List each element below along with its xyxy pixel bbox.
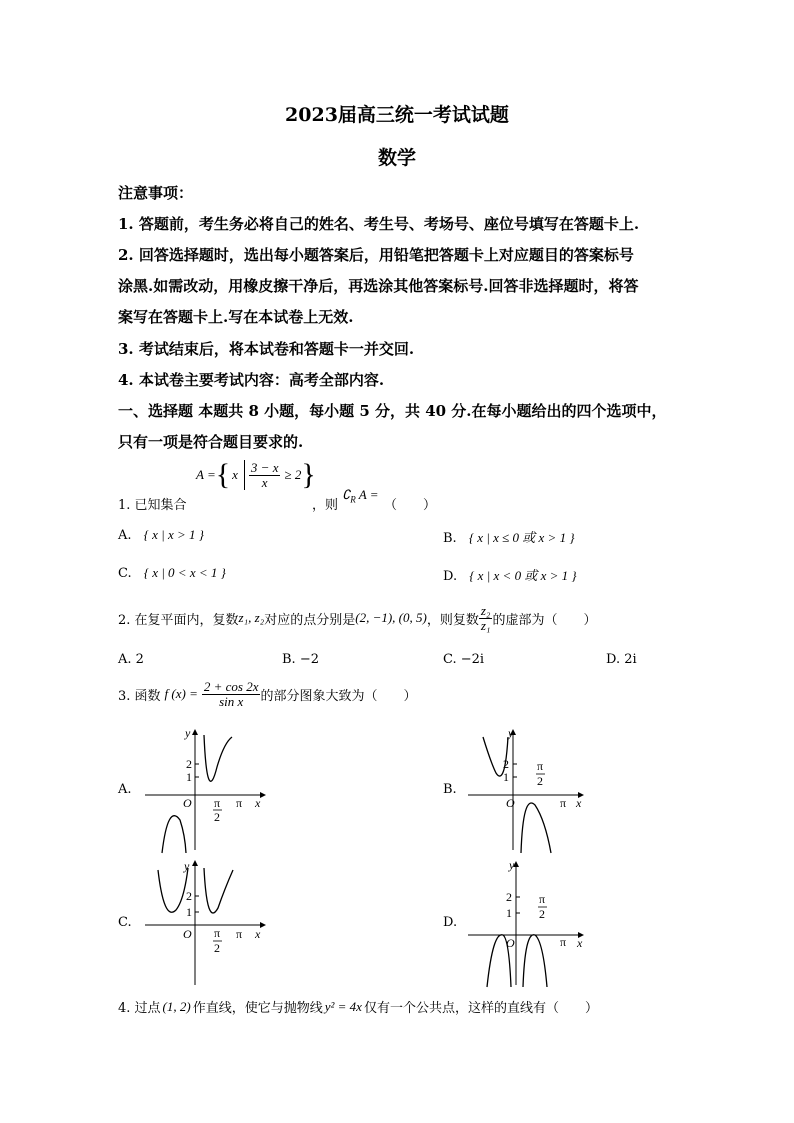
notice-heading: 注意事项：	[118, 184, 194, 202]
tick-pi: π	[236, 927, 243, 941]
q2-num: z₂	[480, 603, 491, 618]
set-bar	[244, 460, 245, 490]
option-a-text: { x | x > 1 }	[143, 527, 204, 542]
tick-pi: π	[560, 935, 567, 949]
x-label: x	[577, 936, 583, 950]
option-d-label: D.	[443, 569, 458, 584]
tick-2: 2	[506, 890, 512, 904]
tick-pi-half-num: π	[214, 796, 221, 810]
tick-2: 2	[186, 889, 192, 903]
q3-den: sin x	[219, 693, 244, 709]
y-label: y	[184, 860, 190, 873]
q1-den: x	[261, 474, 268, 490]
graph-label-c: C.	[118, 915, 132, 930]
origin-label: O	[183, 796, 192, 810]
tick-pi-half-den: 2	[214, 941, 220, 955]
tick-pi-half-den: 2	[539, 907, 545, 921]
option-a-label: A.	[118, 528, 132, 543]
q2-vars: z₁, z₂	[238, 610, 265, 626]
q3-suffix: 的部分图象大致为（ ）	[260, 688, 417, 704]
q1-option-d	[443, 565, 577, 584]
q2-option-c: C. −2i	[443, 652, 485, 667]
tick-pi-half-den: 2	[537, 774, 543, 788]
y-label: y	[509, 858, 515, 872]
q1-cond: ≥ 2	[284, 467, 302, 482]
complement-sub: R	[350, 494, 356, 505]
q4-suffix: 仅有一个公共点，这样的直线有（ ）	[363, 1001, 598, 1016]
q2-stem	[118, 604, 596, 632]
origin-label: O	[506, 936, 515, 950]
q1-option-c	[118, 565, 226, 581]
graph-label-a: A.	[118, 782, 132, 797]
q2-suffix: 的虚部为（ ）	[492, 612, 597, 628]
q4-prefix: 4. 过点	[118, 1001, 161, 1016]
q1-set: A = { x $\frac{3 - x}{x}$ ≥ 2 }	[196, 458, 316, 491]
tick-2: 2	[186, 757, 192, 771]
q1-prefix: 1. 已知集合	[118, 498, 187, 513]
x-axis-arrow	[260, 792, 266, 798]
y-label: y	[185, 726, 191, 740]
q4-curve: y² = 4x	[324, 998, 362, 1014]
option-c-label: C.	[118, 566, 132, 581]
q1-num: 3 − x	[250, 459, 279, 475]
x-label: x	[576, 796, 582, 810]
q1-option-a	[118, 527, 204, 543]
graph-label-b: B.	[443, 782, 457, 797]
notice-item: 4. 本试卷主要考试内容：高考全部内容.	[118, 371, 385, 389]
origin-label: O	[183, 927, 192, 941]
q1-suffix: ，则	[312, 498, 339, 513]
q3-stem	[118, 680, 417, 708]
left-brace: {	[215, 458, 231, 491]
curve-right	[204, 868, 233, 913]
y-axis-arrow	[192, 729, 198, 735]
subject-title: 数学	[377, 147, 416, 169]
tick-pi-half-num: π	[537, 759, 544, 773]
tick-pi-half-num: π	[539, 892, 546, 906]
q2-option-b: B. −2	[282, 652, 319, 667]
tick-1: 1	[506, 906, 512, 920]
q1-eq: A =	[358, 487, 379, 502]
option-b-label: B.	[443, 531, 457, 546]
q1-option-b	[443, 527, 575, 546]
q1-set-lhs: A =	[196, 467, 216, 482]
section-heading-cont: 只有一项是符合题目要求的.	[118, 433, 304, 451]
graph-a	[140, 725, 270, 855]
exam-title: 2023届高三统一考试试题	[285, 104, 509, 126]
tick-1: 1	[503, 770, 509, 784]
notice-item: 1. 答题前，考生务必将自己的姓名、考生号、考场号、座位号填写在答题卡上.	[118, 215, 640, 233]
q2-fraction	[479, 604, 493, 632]
q2-option-a: A. 2	[118, 652, 144, 667]
tick-1: 1	[186, 905, 192, 919]
notice-item: 案写在答题卡上.写在本试卷上无效.	[118, 308, 354, 326]
curve-left	[162, 816, 186, 853]
curve-right	[521, 803, 551, 853]
q1-complement	[342, 487, 379, 505]
right-brace: }	[301, 458, 316, 491]
tick-1: 1	[186, 770, 192, 784]
q1-fraction	[249, 461, 281, 489]
x-label: x	[255, 927, 261, 941]
q3-num: 2 + cos 2x	[203, 679, 259, 694]
tick-2: 2	[503, 757, 509, 771]
q3-fx: f (x) =	[164, 686, 198, 702]
graph-c	[140, 860, 270, 990]
notice-item: 涂黑.如需改动，用橡皮擦干净后，再选涂其他答案标号.回答非选择题时，将答	[118, 277, 639, 295]
q1-paren: （ ）	[384, 498, 437, 513]
curve-right	[204, 735, 232, 781]
q3-prefix: 3. 函数	[118, 688, 161, 704]
q4-point: (1, 2)	[162, 998, 191, 1014]
notice-item: 2. 回答选择题时，选出每小题答案后，用铅笔把答题卡上对应题目的答案标号	[118, 246, 634, 264]
curve-left	[158, 868, 188, 912]
tick-pi: π	[560, 796, 567, 810]
option-b-text: { x | x ≤ 0 或 x > 1 }	[468, 530, 575, 545]
tick-pi-half-den: 2	[214, 810, 220, 824]
q4-stem	[118, 997, 598, 1016]
y-label: y	[508, 726, 514, 740]
complement-symbol: ∁	[342, 487, 351, 502]
q2-then: ，则复数	[426, 612, 479, 628]
tick-pi: π	[236, 796, 243, 810]
q2-den: z₁	[480, 617, 491, 633]
notice-item: 3. 考试结束后，将本试卷和答题卡一并交回.	[118, 340, 415, 358]
x-axis-arrow	[260, 922, 266, 928]
q4-mid: 作直线，使它与抛物线	[192, 1001, 323, 1016]
q3-fraction	[202, 680, 261, 708]
tick-pi-half-num: π	[214, 926, 221, 940]
x-label: x	[255, 796, 261, 810]
q2-points: (2, −1), (0, 5)	[355, 610, 427, 626]
q2-prefix: 2. 在复平面内，复数	[118, 612, 239, 628]
y-axis-arrow	[192, 860, 198, 866]
section-heading: 一、选择题 本题共 8 小题，每小题 5 分，共 40 分.在每小题给出的四个选项中，	[118, 402, 667, 420]
q2-option-d: D. 2i	[606, 652, 637, 667]
option-d-text: { x | x < 0 或 x > 1 }	[469, 568, 577, 583]
graph-label-d: D.	[443, 915, 458, 930]
origin-label: O	[506, 796, 515, 810]
option-c-text: { x | 0 < x < 1 }	[143, 565, 226, 580]
graph-b	[463, 725, 593, 855]
graph-d	[463, 855, 593, 990]
q2-mid: 对应的点分别是	[264, 612, 356, 628]
curve-right	[523, 935, 547, 987]
